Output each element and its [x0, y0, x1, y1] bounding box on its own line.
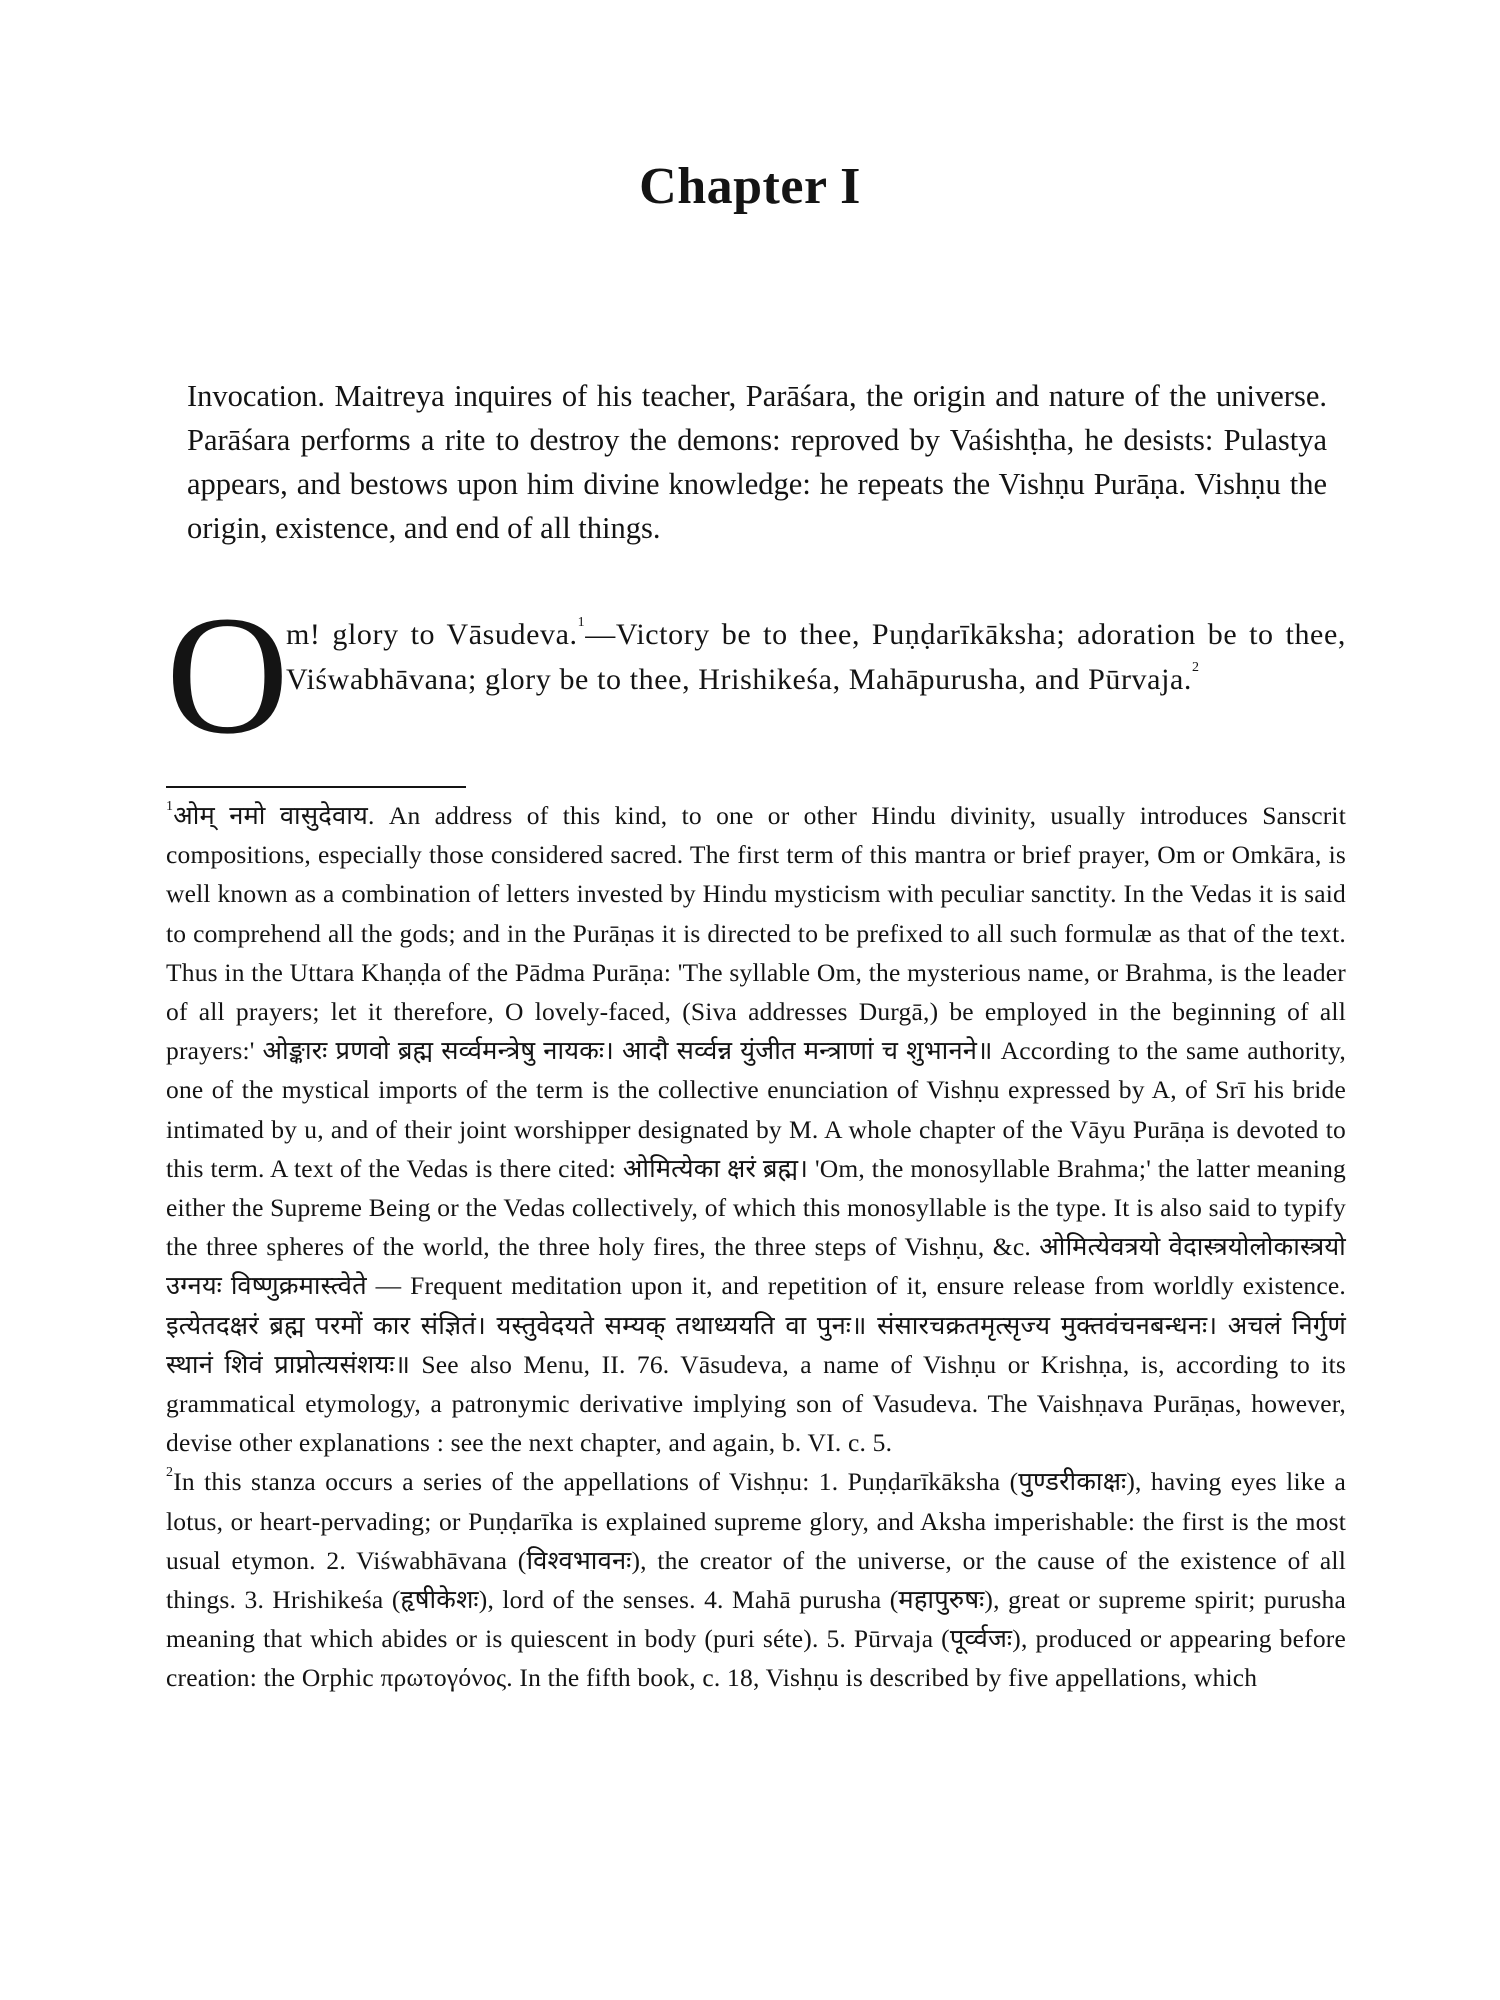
- opening-text: [286, 612, 1346, 702]
- footnote-2: [166, 1462, 1346, 1697]
- footnote-2-marker: 2: [166, 1465, 174, 1481]
- footnote-divider: [166, 786, 466, 788]
- footnotes: [166, 796, 1346, 1698]
- opening-text-part-1: m! glory to Vāsudeva.: [286, 618, 578, 651]
- footnote-ref-2: 2: [1192, 660, 1200, 675]
- chapter-summary: [187, 374, 1327, 550]
- drop-cap: O: [166, 581, 289, 769]
- footnote-1: [166, 796, 1346, 1462]
- opening-text-part-2: —Victory be to thee, Puṇḍarīkāksha; adoration be to thee, Viśwabhāvana; glory be to thee, Hrishikeśa, Mahāpurusha, and Pūrvaja.: [286, 618, 1346, 696]
- chapter-title: Chapter I: [639, 157, 861, 215]
- summary-text: Invocation. Maitreya inquires of his teacher, Parāśara, the origin and nature of the universe. Parāśara performs a rite to destroy the demons: reproved by Vaśishṭha, he desists: Pulastya appears, and bestows upon him divine knowledge: he repeats the Vishṇu Purāṇa. Vishṇu the origin, existence, and end of all things.: [187, 379, 1327, 545]
- footnote-ref-1: 1: [577, 615, 586, 630]
- footnote-1-text: ओम् नमो वासुदेवाय. An address of this kind, to one or other Hindu divinity, usually introduces Sanscrit compositions, especially those considered sacred. The first term of this mantra or brief prayer, Om or Omkāra, is well known as a combination of letters invested by Hindu mysticism with peculiar sanctity. In the Vedas it is said to comprehend all the gods; and in the Purāṇas it is directed to be prefixed to all such formulæ as that of the text. Thus in the Uttara Khaṇḍa of the Pādma Purāṇa: 'The syllable Om, the mysterious name, or Brahma, is the leader of all prayers; let it therefore, O lovely-faced, (Siva addresses Durgā,) be employed in the beginning of all prayers:' ओङ्कारः प्रणवो ब्रह्म सर्व्वमन्त्रेषु नायकः। आदौ सर्व्वन्न युंजीत मन्त्राणां च शुभानने॥ According to the same authority, one of the mystical imports of the term is the collective enunciation of Vishṇu expressed by A, of Srī his bride intimated by u, and of their joint worshipper designated by M. A whole chapter of the Vāyu Purāṇa is devoted to this term. A text of the Vedas is there cited: ओमित्येका क्षरं ब्रह्म। 'Om, the monosyllable Brahma;' the latter meaning either the Supreme Being or the Vedas collectively, of which this monosyllable is the type. It is also said to typify the three spheres of the world, the three holy fires, the three steps of Vishṇu, &c. ओमित्येवत्रयो वेदास्त्रयोलोकास्त्रयो उग्नयः विष्णुक्रमास्त्वेते — Frequent meditation upon it, and repetition of it, ensure release from worldly existence. इत्येतदक्षरं ब्रह्म परमों कार संज्ञितं। यस्तुवेदयते सम्यक् तथाध्ययति वा पुनः॥ संसारचक्रतमृत्सृज्य मुक्तवंचनबन्धनः। अचलं निर्गुणं स्थानं शिवं प्राप्नोत्यसंशयः॥ See also Menu, II. 76. Vāsudeva, a name of Vishṇu or Krishṇa, is, according to its grammatical etymology, a patronymic derivative implying son of Vasudeva. The Vaishṇava Purāṇas, however, devise other explanations : see the next chapter, and again, b. VI. c. 5.: [166, 801, 1346, 1458]
- footnote-1-marker: 1: [166, 799, 174, 814]
- opening-paragraph: [166, 581, 1346, 769]
- footnote-2-text: In this stanza occurs a series of the appellations of Vishṇu: 1. Puṇḍarīkāksha (पुण्डरीकाक्षः), having eyes like a lotus, or heart-pervading; or Puṇḍarīka is explained supreme glory, and Aksha imperishable: the first is the most usual etymon. 2. Viśwabhāvana (विश्वभावनः), the creator of the universe, or the cause of the existence of all things. 3. Hrishikeśa (हृषीकेशः), lord of the senses. 4. Mahā purusha (महापुरुषः), great or supreme spirit; purusha meaning that which abides or is quiescent in body (puri séte). 5. Pūrvaja (पूर्व्वजः), produced or appearing before creation: the Orphic πρωτογόνος. In the fifth book, c. 18, Vishṇu is described by five appellations, which: [166, 1467, 1346, 1693]
